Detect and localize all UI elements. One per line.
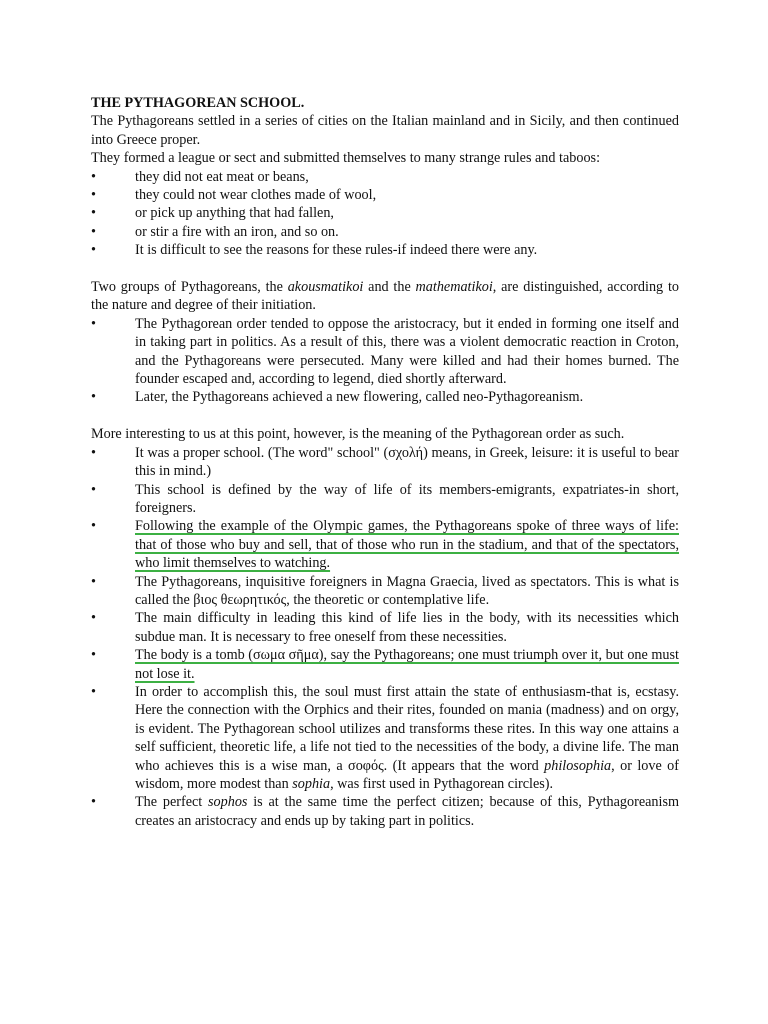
list-item bbox=[91, 793, 679, 830]
bullet-icon: • bbox=[91, 683, 96, 700]
list-item bbox=[91, 186, 679, 204]
list-item bbox=[91, 241, 679, 259]
term-sophos: sophos bbox=[208, 794, 248, 811]
term-sophia: sophia bbox=[292, 776, 331, 792]
term-philosophia: philosophia bbox=[544, 757, 612, 774]
list-item-text: Later, the Pythagoreans achieved a new flowering, called neo-Pythagoreanism. bbox=[135, 389, 584, 406]
list-item bbox=[91, 481, 679, 518]
bullet-icon: • bbox=[91, 242, 96, 259]
list-item-text: they could not wear clothes made of wool, bbox=[135, 187, 377, 204]
list-item-text: This school is defined by the way of life of its members-emigrants, expatriates-in short, foreigners. bbox=[135, 481, 679, 516]
list-item bbox=[91, 204, 679, 222]
intro-paragraph-2: They formed a league or sect and submitted themselves to many strange rules and taboos: bbox=[91, 150, 601, 167]
bullet-icon: • bbox=[91, 187, 96, 204]
document-title: THE PYTHAGOREAN SCHOOL. bbox=[91, 95, 305, 111]
groups-text: , are distinguished, according to the nature and degree of their initiation. bbox=[91, 279, 679, 314]
bullet-icon: • bbox=[91, 481, 96, 498]
text-run: is at the same time the perfect citizen; because of this, Pythagoreanism creates an aristocracy and ends up by taking part in politics. bbox=[135, 794, 679, 829]
text-run: The perfect bbox=[135, 794, 209, 811]
bullet-icon: • bbox=[91, 794, 96, 811]
list-item bbox=[91, 168, 679, 186]
order-list bbox=[91, 315, 679, 407]
highlighted-text: The body is a tomb (σωμα σῆμα), say the Pythagoreans; one must triumph over it, but one must not lose it. bbox=[135, 647, 679, 682]
highlighted-text: Following the example of the Olympic games, the Pythagoreans spoke of three ways of life: that of those who buy and sell, that of those who run in the stadium, and that of the spectators, who limit themselves to watching. bbox=[135, 518, 679, 572]
list-item bbox=[91, 444, 679, 481]
list-item bbox=[91, 517, 679, 572]
bullet-icon: • bbox=[91, 444, 96, 461]
list-item bbox=[91, 223, 679, 241]
list-item-text: The main difficulty in leading this kind of life lies in the body, with its necessities which subdue man. It is necessary to free oneself from these necessities. bbox=[135, 610, 679, 645]
bullet-icon: • bbox=[91, 610, 96, 627]
bullet-icon: • bbox=[91, 573, 96, 590]
list-item-text: It was a proper school. (The word" school" (σχολή) means, in Greek, leisure: it is useful to bear this in mind.) bbox=[135, 444, 679, 480]
list-item bbox=[91, 609, 679, 646]
text-run: , or love of wisdom, more modest than bbox=[135, 757, 679, 792]
text-run: In order to accomplish this, the soul must first attain the state of enthusiasm-that is, ecstasy. Here the connection with the Orphics and their rites, founded on mania (madness) and on orgy, is evident. The Pythagorean school utilizes and transforms these rites. In this way one attains a self sufficient, theoretic life, a life not tied to the necessities of the body, a divine life. The man who achieves this is a wise man, a σοφός. (It appears that the word bbox=[135, 683, 679, 774]
bullet-icon: • bbox=[91, 315, 96, 332]
bullet-icon: • bbox=[91, 389, 96, 406]
list-item-text: The Pythagorean order tended to oppose the aristocracy, but it ended in forming one itself and in taking part in politics. As a result of this, there was a violent democratic reaction in Croton, and the Pythagoreans were persecuted. Many were killed and had their homes burned. The founder escaped and, according to legend, died shortly afterward. bbox=[135, 315, 679, 388]
bullet-icon: • bbox=[91, 223, 96, 240]
list-item-text: they did not eat meat or beans, bbox=[135, 168, 309, 185]
bullet-icon: • bbox=[91, 168, 96, 185]
list-item bbox=[91, 646, 679, 683]
list-item-text: or pick up anything that had fallen, bbox=[135, 205, 334, 222]
paragraph-spacer bbox=[91, 260, 679, 278]
groups-text: Two groups of Pythagoreans, the bbox=[91, 279, 288, 296]
term-akousmatikoi: akousmatikoi bbox=[287, 279, 364, 296]
bullet-icon: • bbox=[91, 205, 96, 222]
document-body bbox=[91, 94, 679, 830]
term-mathematikoi: mathematikoi bbox=[415, 279, 493, 296]
list-item-text bbox=[135, 794, 679, 828]
list-item-text: or stir a fire with an iron, and so on. bbox=[135, 223, 339, 240]
list-item-text: It is difficult to see the reasons for these rules-if indeed there were any. bbox=[135, 242, 538, 259]
bullet-icon: • bbox=[91, 518, 96, 535]
groups-paragraph bbox=[91, 278, 679, 315]
list-item bbox=[91, 388, 679, 406]
list-item bbox=[91, 315, 679, 389]
text-run: , was first used in Pythagorean circles). bbox=[330, 776, 554, 792]
paragraph-spacer bbox=[91, 407, 679, 425]
intro-paragraph-1: The Pythagoreans settled in a series of cities on the Italian mainland and in Sicily, and then continued into Greece proper. bbox=[91, 113, 679, 148]
bullet-icon: • bbox=[91, 647, 96, 664]
list-item-text: The Pythagoreans, inquisitive foreigners in Magna Graecia, lived as spectators. This is what is called the βιος θεωρητικός, the theoretic or contemplative life. bbox=[135, 573, 679, 608]
list-item-text bbox=[135, 684, 679, 792]
meaning-intro: More interesting to us at this point, however, is the meaning of the Pythagorean order as such. bbox=[91, 426, 625, 443]
groups-text: and the bbox=[363, 279, 416, 296]
list-item bbox=[91, 683, 679, 793]
rules-list bbox=[91, 168, 679, 260]
meaning-list bbox=[91, 444, 679, 831]
list-item bbox=[91, 573, 679, 610]
